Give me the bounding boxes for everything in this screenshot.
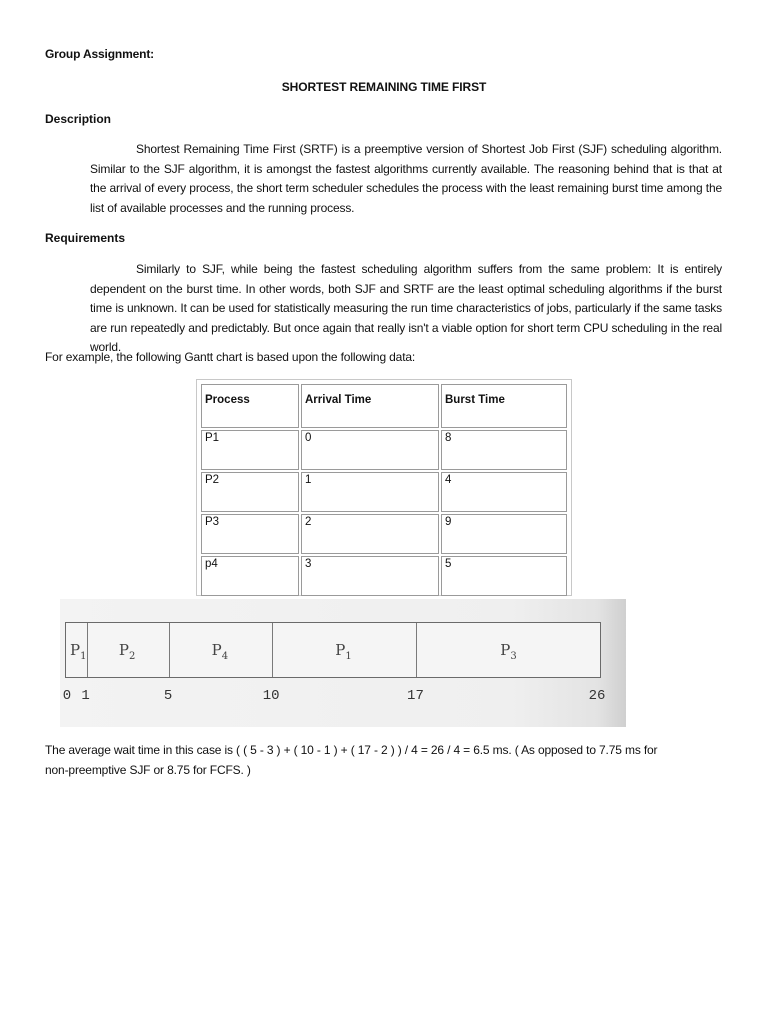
cell-burst: 5 xyxy=(441,556,567,596)
cell-arrival: 1 xyxy=(301,472,439,512)
gantt-divider xyxy=(169,623,170,677)
cell-arrival: 3 xyxy=(301,556,439,596)
table-row xyxy=(201,430,567,470)
gantt-chart-bar xyxy=(65,622,601,678)
header-burst-time: Burst Time xyxy=(441,384,567,428)
header-arrival-time: Arrival Time xyxy=(301,384,439,428)
gantt-tick-label: 5 xyxy=(163,688,173,704)
gantt-tick-label: 0 xyxy=(62,688,72,704)
cell-process: P2 xyxy=(201,472,299,512)
gantt-divider xyxy=(272,623,273,677)
cell-burst: 8 xyxy=(441,430,567,470)
cell-burst: 9 xyxy=(441,514,567,554)
group-assignment-label: Group Assignment: xyxy=(45,47,155,61)
gantt-segment-label: $P_4$ xyxy=(211,641,229,662)
document-title: SHORTEST REMAINING TIME FIRST xyxy=(281,80,487,94)
gantt-tick-label: 17 xyxy=(407,688,424,704)
gantt-segment-label: $P_1$ xyxy=(335,641,352,662)
process-table-frame xyxy=(196,379,572,596)
table-header-row xyxy=(201,384,567,428)
requirements-text: Similarly to SJF, while being the fastest scheduling algorithm suffers from the same problem: It is entirely dependent on the burst time. In other words, both SJF and SRTF are the least optimal scheduling algorithms if the burst time is unknown. It can be used for statistically measuring the run time characteristics of jobs, particularly if the same tasks are run repeatedly and predictably. But once again that really isn't a viable option for short term CPU scheduling in the real world. xyxy=(90,262,722,354)
cell-process: p4 xyxy=(201,556,299,596)
cell-process: P1 xyxy=(201,430,299,470)
requirements-paragraph xyxy=(90,260,722,358)
table-row xyxy=(201,514,567,554)
cell-arrival: 2 xyxy=(301,514,439,554)
gantt-segment-label: $P_2$ xyxy=(118,641,136,662)
example-intro: For example, the following Gantt chart is based upon the following data: xyxy=(45,350,416,364)
table-row xyxy=(201,472,567,512)
requirements-heading: Requirements xyxy=(45,231,126,245)
gantt-divider xyxy=(416,623,417,677)
cell-process: P3 xyxy=(201,514,299,554)
description-paragraph xyxy=(90,140,722,218)
description-text: Shortest Remaining Time First (SRTF) is a preemptive version of Shortest Job First (SJF) scheduling algorithm. Similar to the SJF algorithm, it is amongst the fastest algorithms currently available. The reasoning behind that is that at the arrival of every process, the short term scheduler schedules the process with the least remaining burst time among the list of available processes and the running process. xyxy=(90,142,722,215)
header-process: Process xyxy=(201,384,299,428)
gantt-segment-label: $P_1$ xyxy=(70,641,87,662)
gantt-divider xyxy=(87,623,88,677)
gantt-segment-label: $P_3$ xyxy=(500,641,517,662)
description-heading: Description xyxy=(45,112,112,126)
table-row xyxy=(201,556,567,596)
gantt-tick-label: 26 xyxy=(588,688,606,704)
gantt-tick-label: 1 xyxy=(81,688,90,704)
cell-arrival: 0 xyxy=(301,430,439,470)
gantt-tick-label: 10 xyxy=(262,688,280,704)
cell-burst: 4 xyxy=(441,472,567,512)
conclusion-paragraph: The average wait time in this case is ( ( 5 - 3 ) + ( 10 - 1 ) + ( 17 - 2 ) ) / 4 = 26 / 4 = 6.5 ms. ( As opposed to 7.75 ms for non-preemptive SJF or 8.75 for FCFS. ) xyxy=(45,743,658,777)
process-table xyxy=(199,382,569,598)
